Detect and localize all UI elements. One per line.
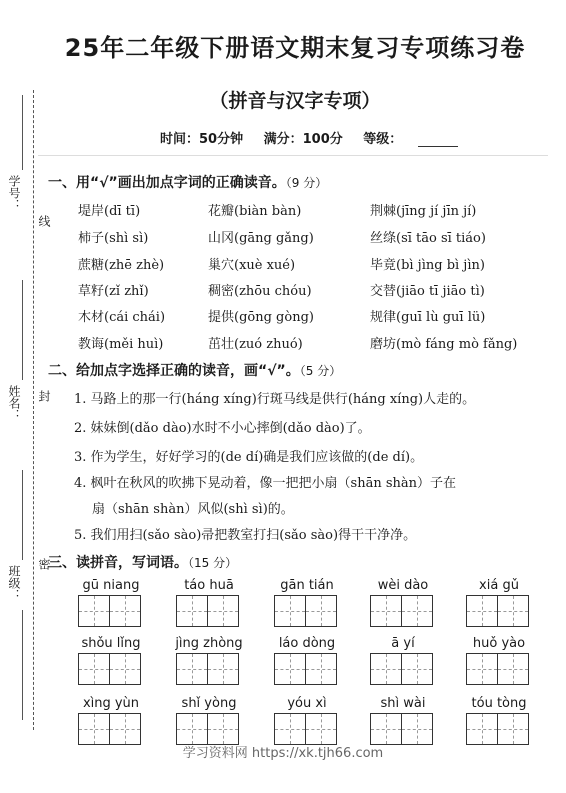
pinyin-label: wèi dào <box>377 578 429 593</box>
pinyin-label: tóu tòng <box>471 696 527 711</box>
section1-score: （9 分） <box>285 176 328 190</box>
tianzi-box[interactable] <box>78 653 110 685</box>
section1-item[interactable]: 茁壮(zuó zhuó) <box>208 337 303 352</box>
section1-item[interactable]: 花瓣(biàn bàn) <box>208 204 302 219</box>
pinyin-label: shǒu lǐng <box>81 636 141 651</box>
tianzi-grid-pair[interactable] <box>370 595 431 627</box>
tianzi-box[interactable] <box>466 713 498 745</box>
section2-item[interactable]: 1. 马路上的那一行(háng xíng)行斑马线是供行(háng xíng)人走的。 <box>74 392 476 407</box>
student-number-blank[interactable] <box>22 95 23 170</box>
tianzi-grid-pair[interactable] <box>370 713 431 745</box>
tianzi-box[interactable] <box>466 595 498 627</box>
tianzi-box[interactable] <box>497 653 529 685</box>
tianzi-box[interactable] <box>401 713 433 745</box>
tianzi-box[interactable] <box>305 595 337 627</box>
class-blank[interactable] <box>22 470 23 560</box>
section1-item[interactable]: 堤岸(dī tī) <box>78 204 141 219</box>
section1-item[interactable]: 柿子(shì sì) <box>78 231 149 246</box>
tianzi-box[interactable] <box>176 653 208 685</box>
name-label: 姓名： <box>7 385 21 421</box>
section1-item[interactable]: 草籽(zǐ zhǐ) <box>78 284 149 299</box>
tianzi-box[interactable] <box>109 713 141 745</box>
tianzi-box[interactable] <box>78 713 110 745</box>
section2-title: 二、给加点字选择正确的读音，画“√”。 <box>48 363 300 379</box>
tianzi-grid-pair[interactable] <box>466 595 527 627</box>
header-divider <box>38 155 548 156</box>
section1-item[interactable]: 教诲(měi huì) <box>78 337 164 352</box>
tianzi-grid-pair[interactable] <box>176 595 237 627</box>
tianzi-box[interactable] <box>274 653 306 685</box>
exam-meta <box>160 128 474 147</box>
class-label: 班级： <box>7 565 21 601</box>
page-title: 25年二年级下册语文期末复习专项练习卷 <box>64 34 526 62</box>
footer-watermark: 学习资料网 https://xk.tjh66.com <box>182 746 384 761</box>
section1-item[interactable]: 磨坊(mò fáng mò fǎng) <box>370 337 518 352</box>
section3-title: 三、读拼音，写词语。 <box>48 555 188 571</box>
tianzi-box[interactable] <box>274 713 306 745</box>
tianzi-grid-pair[interactable] <box>176 713 237 745</box>
tianzi-box[interactable] <box>207 595 239 627</box>
pinyin-label: jìng zhòng <box>175 636 243 651</box>
tianzi-box[interactable] <box>401 653 433 685</box>
tianzi-grid-pair[interactable] <box>466 653 527 685</box>
binding-seal-char: 封 <box>37 390 51 402</box>
section1-item[interactable]: 稠密(zhōu chóu) <box>208 284 312 299</box>
section1-item[interactable]: 交替(jiāo tī jiāo tì) <box>370 284 485 299</box>
tianzi-box[interactable] <box>466 653 498 685</box>
pinyin-label: gān tián <box>280 578 334 593</box>
pinyin-label: ā yí <box>391 636 415 651</box>
tianzi-grid-pair[interactable] <box>78 713 139 745</box>
binding-line-char: 线 <box>37 215 51 227</box>
tianzi-grid-pair[interactable] <box>78 595 139 627</box>
tianzi-grid-pair[interactable] <box>274 595 335 627</box>
tianzi-box[interactable] <box>109 653 141 685</box>
section3-score: （15 分） <box>188 556 238 570</box>
tianzi-grid-pair[interactable] <box>370 653 431 685</box>
section1-item[interactable]: 巢穴(xuè xué) <box>208 258 296 273</box>
section1-item[interactable]: 蔗糖(zhē zhè) <box>78 258 165 273</box>
pinyin-label: huǒ yào <box>472 636 526 651</box>
tianzi-box[interactable] <box>274 595 306 627</box>
section3-heading <box>48 552 237 572</box>
pinyin-label: yóu xì <box>287 696 327 711</box>
section1-item[interactable]: 毕竟(bì jìng bì jìn) <box>370 258 485 273</box>
pinyin-label: táo huā <box>184 578 234 593</box>
section1-item[interactable]: 木材(cái chái) <box>78 310 166 325</box>
tianzi-grid-pair[interactable] <box>466 713 527 745</box>
grade-info: 等级： <box>363 132 403 147</box>
tianzi-box[interactable] <box>207 653 239 685</box>
tianzi-grid-pair[interactable] <box>274 713 335 745</box>
pinyin-label: xìng yùn <box>82 696 140 711</box>
pinyin-label: shì wài <box>380 696 426 711</box>
page-subtitle: （拼音与汉字专项） <box>209 90 381 112</box>
pinyin-label: shǐ yòng <box>181 696 237 711</box>
pinyin-label: gū niang <box>82 578 140 593</box>
class-blank-lower <box>22 610 23 720</box>
section1-item[interactable]: 荆棘(jīng jí jīn jí) <box>370 204 477 219</box>
section1-item[interactable]: 山冈(gāng gǎng) <box>208 231 314 246</box>
pinyin-label: xiá gǔ <box>479 578 519 593</box>
section1-item[interactable]: 丝绦(sī tāo sī tiáo) <box>370 231 486 246</box>
tianzi-grid-pair[interactable] <box>274 653 335 685</box>
tianzi-box[interactable] <box>305 713 337 745</box>
tianzi-grid-pair[interactable] <box>176 653 237 685</box>
tianzi-grid-pair[interactable] <box>78 653 139 685</box>
time-info: 时间：50分钟 <box>160 132 244 147</box>
pinyin-label: láo dòng <box>278 636 336 651</box>
student-number-label: 学号： <box>7 175 21 211</box>
tianzi-box[interactable] <box>401 595 433 627</box>
tianzi-box[interactable] <box>497 713 529 745</box>
tianzi-box[interactable] <box>78 595 110 627</box>
section2-item-continued[interactable]: 扇（shān shàn）风似(shì sì)的。 <box>92 502 294 517</box>
tianzi-box[interactable] <box>176 595 208 627</box>
tianzi-box[interactable] <box>370 653 402 685</box>
tianzi-box[interactable] <box>497 595 529 627</box>
section1-item[interactable]: 提供(gōng gòng) <box>208 310 314 325</box>
section2-item[interactable]: 2. 妹妹倒(dǎo dào)水时不小心摔倒(dǎo dào)了。 <box>74 421 371 436</box>
score-info: 满分：100分 <box>263 132 343 147</box>
binding-dashed-line <box>33 90 34 730</box>
tianzi-box[interactable] <box>305 653 337 685</box>
section1-item[interactable]: 规律(guī lù guī lü) <box>370 310 486 325</box>
binding-dense-char: 密 <box>37 558 51 570</box>
tianzi-box[interactable] <box>176 713 208 745</box>
section1-heading <box>48 172 327 192</box>
section2-heading <box>48 360 341 380</box>
section1-title: 一、用“√”画出加点字词的正确读音。 <box>48 175 286 191</box>
name-blank[interactable] <box>22 280 23 380</box>
tianzi-box[interactable] <box>109 595 141 627</box>
section2-item[interactable]: 5. 我们用扫(sǎo sào)帚把教室打扫(sǎo sào)得干干净净。 <box>74 528 417 543</box>
section2-item[interactable]: 3. 作为学生，好好学习的(de dí)确是我们应该做的(de dí)。 <box>74 450 424 465</box>
grade-blank[interactable] <box>418 146 458 147</box>
section2-item[interactable]: 4. 枫叶在秋风的吹拂下晃动着，像一把把小扇（shān shàn）子在 <box>74 476 457 491</box>
section2-score: （5 分） <box>299 364 342 378</box>
tianzi-box[interactable] <box>370 595 402 627</box>
tianzi-box[interactable] <box>207 713 239 745</box>
tianzi-box[interactable] <box>370 713 402 745</box>
